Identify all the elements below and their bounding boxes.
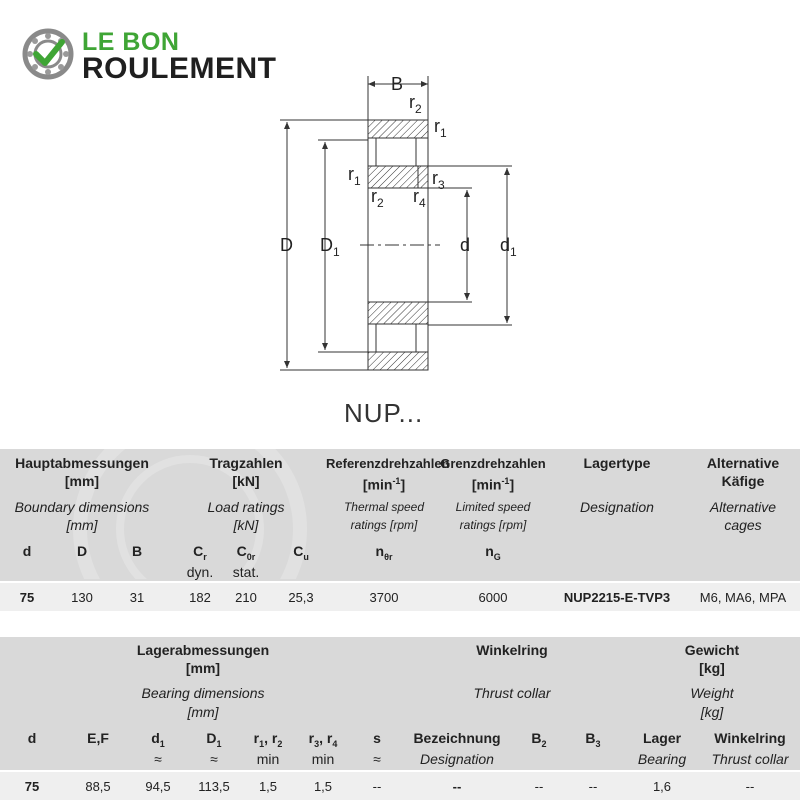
cell-C0r: 210 [235,590,257,605]
col-D1-note: ≈ [210,751,218,767]
group-type-en: Designation [580,499,654,515]
cell-designation[interactable]: NUP2215-E-TVP3 [563,590,671,605]
group-lim-unit: $[\min^{-1}]$ [471,476,515,493]
group-dims-unit: [mm] [185,660,221,676]
bearing-check-icon [22,28,74,80]
bearing-cross-section-drawing [260,60,560,440]
table-row [0,770,800,800]
group-lim-en2: ratings [rpm] [459,518,527,532]
col-bezeichnung: Bezeichnung [413,730,501,746]
group-collar-en: Thrust collar [473,685,551,701]
group-weight-de: Gewicht [684,642,740,658]
group-alt-en2: cages [724,517,762,533]
brand-line2: ROULEMENT [82,52,277,85]
cell-B: 31 [129,590,145,605]
col-Cr-note: dyn. [186,564,214,580]
cell-bezeichnung: -- [452,779,462,794]
col-d: d [22,543,32,559]
group-load-de: Tragzahlen [209,455,283,471]
cell-D1: 113,5 [198,779,230,794]
col-Cu: $C_u$ [293,543,309,562]
group-main-en: Boundary dimensions [14,499,150,515]
group-dims-en-unit: [mm] [187,704,219,720]
cell-lager: 1,6 [652,779,672,794]
cell-r1-r2: 1,5 [258,779,278,794]
table-row [0,581,800,611]
group-ref-unit: $[\min^{-1}]$ [362,476,406,493]
group-load-en: Load ratings [207,499,285,515]
cell-B3: -- [588,779,598,794]
main-data-table [0,449,800,611]
group-ref-en1: Thermal speed [343,500,425,514]
group-weight-en-unit: [kg] [700,704,724,720]
col-C0r-note: stat. [232,564,260,580]
dim-label-r4: $r_4$ [413,186,426,210]
dim-label-D1: $D_1$ [320,235,340,259]
cell-d: 75 [19,590,35,605]
group-lim-de: Grenzdrehzahlen [440,456,546,471]
group-ref-de: Referenzdrehzahlen [326,456,450,471]
col-n-G: $n_G$ [485,543,501,562]
col-B2: $B_2$ [531,730,547,749]
dim-label-B: B [391,74,404,94]
col-d: d [27,730,37,746]
dim-label-d: d [460,235,471,255]
group-weight-en: Weight [690,685,734,701]
col-B3: $B_3$ [585,730,601,749]
col-r3-r4-note: min [311,751,335,767]
dim-label-r1-left: $r_1$ [348,164,361,188]
col-n-thr: $n_{\theta r}$ [375,543,393,562]
col-C0r: $C_{0r}$ [236,543,256,562]
group-alt-de1: Alternative [706,455,780,471]
dim-label-r3: $r_3$ [432,168,445,192]
col-r1-r2: $r_1$, $r_2$ [253,730,283,749]
col-s: s [373,730,381,746]
group-alt-de2: Käfige [721,473,765,489]
cell-d: 75 [24,779,40,794]
col-lager: Lager [642,730,682,746]
bearing-dimensions-table [0,637,800,800]
cell-alt-cages: M6, MA6, MPA [699,590,787,605]
group-main-en-unit: [mm] [66,517,98,533]
group-dims-de: Lagerabmessungen [136,642,270,658]
cell-n-thr: 3700 [369,590,399,605]
group-ref-en2: ratings [rpm] [350,518,418,532]
col-lager-en: Bearing [637,751,687,767]
cell-s: -- [372,779,382,794]
brand-line1: LE BON [82,28,180,56]
col-d1: $d_1$ [151,730,165,749]
group-main-unit: [mm] [64,473,100,489]
dim-label-r2-left: $r_2$ [371,186,384,210]
cell-D: 130 [71,590,93,605]
group-dims-en: Bearing dimensions [141,685,265,701]
group-load-en-unit: [kN] [233,517,259,533]
dim-label-D: D [280,235,293,255]
dim-label-r1-top: $r_1$ [434,116,447,140]
col-D1: $D_1$ [206,730,222,749]
group-main-de: Hauptabmessungen [15,455,149,471]
table-header [0,637,800,770]
col-B: B [131,543,143,559]
col-r3-r4: $r_3$, $r_4$ [308,730,338,749]
cell-winkelring: -- [745,779,755,794]
cell-Cu: 25,3 [288,590,314,605]
group-alt-en1: Alternative [709,499,777,515]
group-load-unit: [kN] [232,473,260,489]
group-collar-de: Winkelring [476,642,548,658]
group-weight-unit: [kg] [699,660,725,676]
group-type-de: Lagertype [583,455,651,471]
col-winkelring: Winkelring [714,730,786,746]
col-Cr: $C_r$ [193,543,207,562]
col-r1-r2-note: min [256,751,280,767]
cell-n-G: 6000 [478,590,508,605]
col-d1-note: ≈ [154,751,162,767]
table-header [0,449,800,581]
cell-r3-r4: 1,5 [313,779,333,794]
cell-B2: -- [534,779,544,794]
group-lim-en1: Limited speed [455,500,531,514]
series-label: NUP... [344,398,424,428]
cell-Cr: 182 [189,590,211,605]
cell-d1: 94,5 [145,779,171,794]
col-EF: E,F [87,730,109,746]
cell-EF: 88,5 [85,779,111,794]
col-D: D [76,543,88,559]
dim-label-r2-top: $r_2$ [409,92,422,116]
col-winkelring-en: Thrust collar [711,751,789,767]
dim-label-d1: $d_1$ [500,235,517,259]
col-bezeichnung-en: Designation [420,751,494,767]
col-s-note: ≈ [373,751,381,767]
